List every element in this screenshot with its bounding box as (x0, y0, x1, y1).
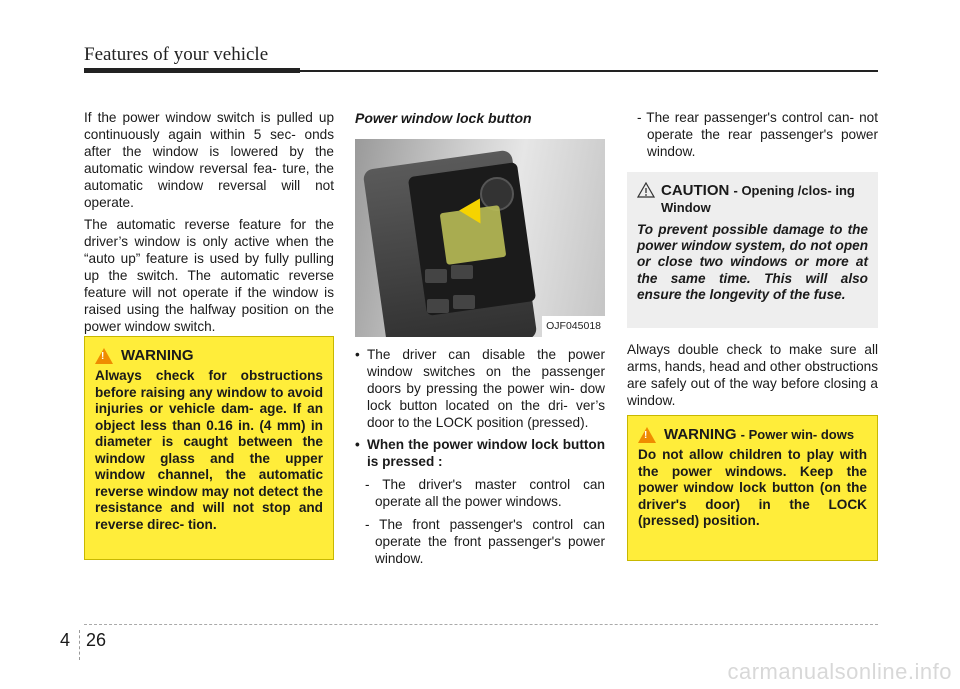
warning-triangle-icon (95, 348, 113, 364)
header-rule-thin (300, 70, 878, 72)
caution-triangle-icon (637, 182, 655, 198)
door-switch-photo (355, 139, 605, 337)
section-heading-lock-button: Power window lock button (355, 110, 532, 126)
right-column (627, 110, 878, 167)
footer-rule (84, 624, 878, 625)
warning-subtitle-2: - Power win- dows (740, 427, 855, 442)
warning-box-power-windows (627, 415, 878, 561)
sub-item-front-passenger: - The front passenger's control can operate the front passenger's power window. (365, 517, 605, 566)
warning-title-2 (638, 426, 867, 443)
right-column-paragraph-wrap (627, 342, 878, 416)
paragraph-double-check: Always double check to make sure all arms, hands, head and other obstructions are safely out of the way before closing a window. (627, 342, 878, 408)
bullet-when-pressed: • When the power window lock button is pressed : (355, 437, 605, 471)
caution-subtitle: - Opening /clos- ing Window (661, 183, 855, 215)
warning-body-2: Do not allow children to play with the power windows. Keep the power window lock button (on the driver's door) in the LOCK (pressed) position. (638, 447, 867, 528)
middle-column (355, 110, 605, 574)
caution-title (637, 182, 868, 216)
caution-body: To prevent possible damage to the power window system, do not open or close two windows or more at the same time. This will also ensure the longevity of the fuse. (637, 222, 868, 302)
paragraph-auto-reverse-2: The automatic reverse feature for the driver’s window is only active when the “auto up” feature is used by fully pulling up the switch. The automatic reverse feature will not operate if the window is raised using the halfway position on the power window switch. (84, 217, 334, 334)
left-column (84, 110, 334, 342)
warning-title-text: WARNING (121, 347, 194, 364)
warning-triangle-icon-2 (638, 427, 656, 443)
header-rule-thick (84, 68, 300, 73)
warning-body: Always check for obstructions before raising any window to avoid injuries or vehicle dam- age. If an object less than 0.16 in. (4 mm) in diameter is caught between the window glass and the upper window channel, the automatic reverse window may not detect the resistance and will not stop and reverse direc- tion. (95, 368, 323, 532)
warning-box-obstructions (84, 336, 334, 560)
page-number-divider (79, 630, 80, 660)
image-caption: OJF045018 (542, 316, 605, 337)
sub-item-master-control: - The driver's master control can operate all the power windows. (365, 477, 605, 510)
warning-title-text-2: WARNING (664, 426, 737, 443)
warning-title (95, 347, 323, 364)
bullet-driver-disable: • The driver can disable the power window switches on the passenger doors by pressing the power win- dow lock button located on the dri- ver’s door to the LOCK position (pressed). (355, 347, 605, 432)
caution-title-text: CAUTION (661, 182, 730, 199)
page-number: 26 (86, 630, 107, 650)
caution-box-opening-window (627, 172, 878, 328)
chapter-number: 4 (60, 630, 71, 650)
watermark-text: carmanualsonline.info (727, 659, 952, 684)
paragraph-auto-reverse-1: If the power window switch is pulled up continuously again within 5 sec- onds after the window is lowered by the automatic window reversal fea- ture, the automatic window reversal will not operate. (84, 110, 334, 210)
sub-item-rear-passenger: - The rear passenger's control can- not operate the rear passenger's power window. (637, 110, 878, 159)
page-header-title: Features of your vehicle (84, 44, 269, 65)
